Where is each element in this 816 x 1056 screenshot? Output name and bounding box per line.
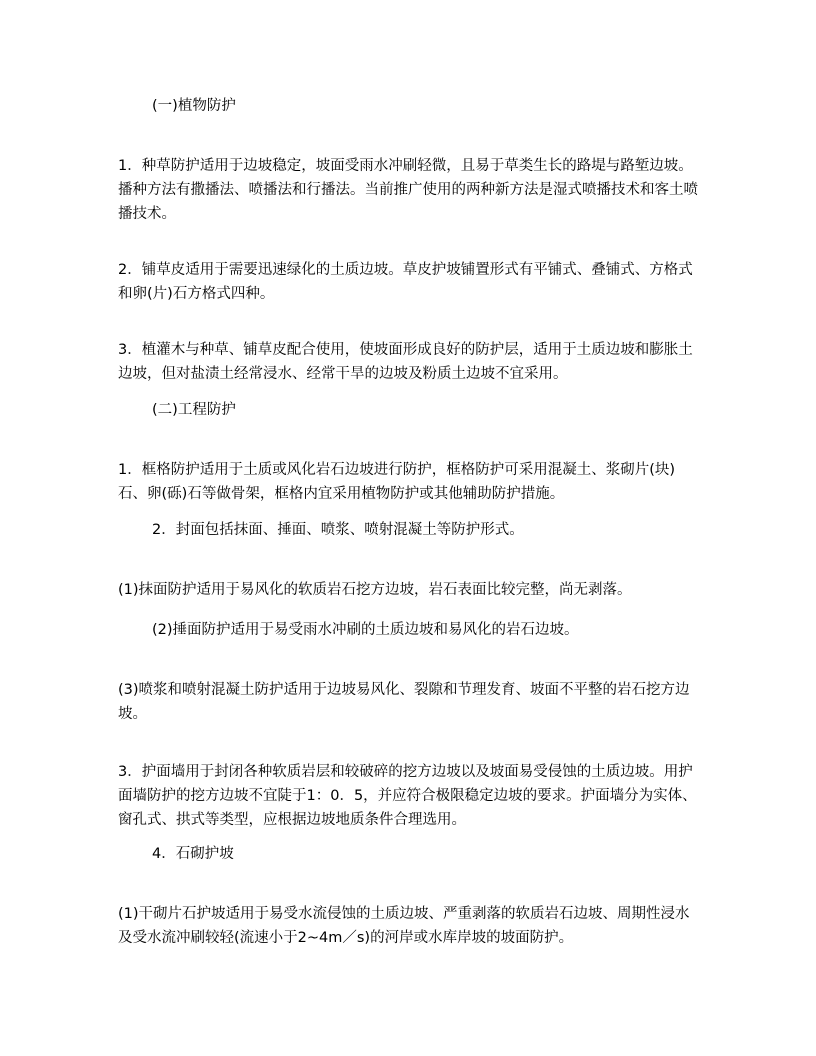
paragraph-shrub-planting: 3．植灌木与种草、铺草皮配合使用，使坡面形成良好的防护层，适用于土质边坡和膨胀土边坡，但对盐渍土经常浸水、经常干旱的边坡及粉质土边坡不宜采用。 — [118, 342, 693, 382]
heading-engineering-protection: (二)工程防护 — [152, 402, 236, 418]
paragraph-surface-sealing: 2．封面包括抹面、捶面、喷浆、喷射混凝土等防护形式。 — [152, 522, 524, 538]
paragraph-frame-protection: 1．框格防护适用于土质或风化岩石边坡进行防护，框格防护可采用混凝土、浆砌片(块)石、卵(砾)石等做骨架，框格内宜采用植物防护或其他辅助防护措施。 — [118, 462, 676, 502]
heading-masonry-slope: 4．石砌护坡 — [152, 846, 234, 862]
heading-plant-protection: (一)植物防护 — [152, 98, 236, 114]
paragraph-dry-masonry: (1)干砌片石护坡适用于易受水流侵蚀的土质边坡、严重剥落的软质岩石边坡、周期性浸水及受水流冲刷较轻(流速小于2~4m／s)的河岸或水库岸坡的坡面防护。 — [118, 906, 690, 946]
paragraph-turf-laying: 2．铺草皮适用于需要迅速绿化的土质边坡。草皮护坡铺置形式有平铺式、叠铺式、方格式和卵(片)石方格式四种。 — [118, 262, 693, 302]
paragraph-grass-planting: 1．种草防护适用于边坡稳定，坡面受雨水冲刷轻微，且易于草类生长的路堤与路堑边坡。播种方法有撒播法、喷播法和行播法。当前推广使用的两种新方法是湿式喷播技术和客土喷播技术。 — [118, 158, 698, 222]
paragraph-tamping: (2)捶面防护适用于易受雨水冲刷的土质边坡和易风化的岩石边坡。 — [152, 622, 579, 638]
paragraph-shotcrete: (3)喷浆和喷射混凝土防护适用于边坡易风化、裂隙和节理发育、坡面不平整的岩石挖方边坡。 — [118, 682, 690, 722]
paragraph-plastering: (1)抹面防护适用于易风化的软质岩石挖方边坡，岩石表面比较完整，尚无剥落。 — [118, 582, 632, 598]
paragraph-retaining-wall: 3．护面墙用于封闭各种软质岩层和较破碎的挖方边坡以及坡面易受侵蚀的土质边坡。用护面墙防护的挖方边坡不宜陡于1：0．5，并应符合极限稳定边坡的要求。护面墙分为实体、窗孔式、拱式等类型，应根据边坡地质条件合理选用。 — [118, 764, 697, 828]
